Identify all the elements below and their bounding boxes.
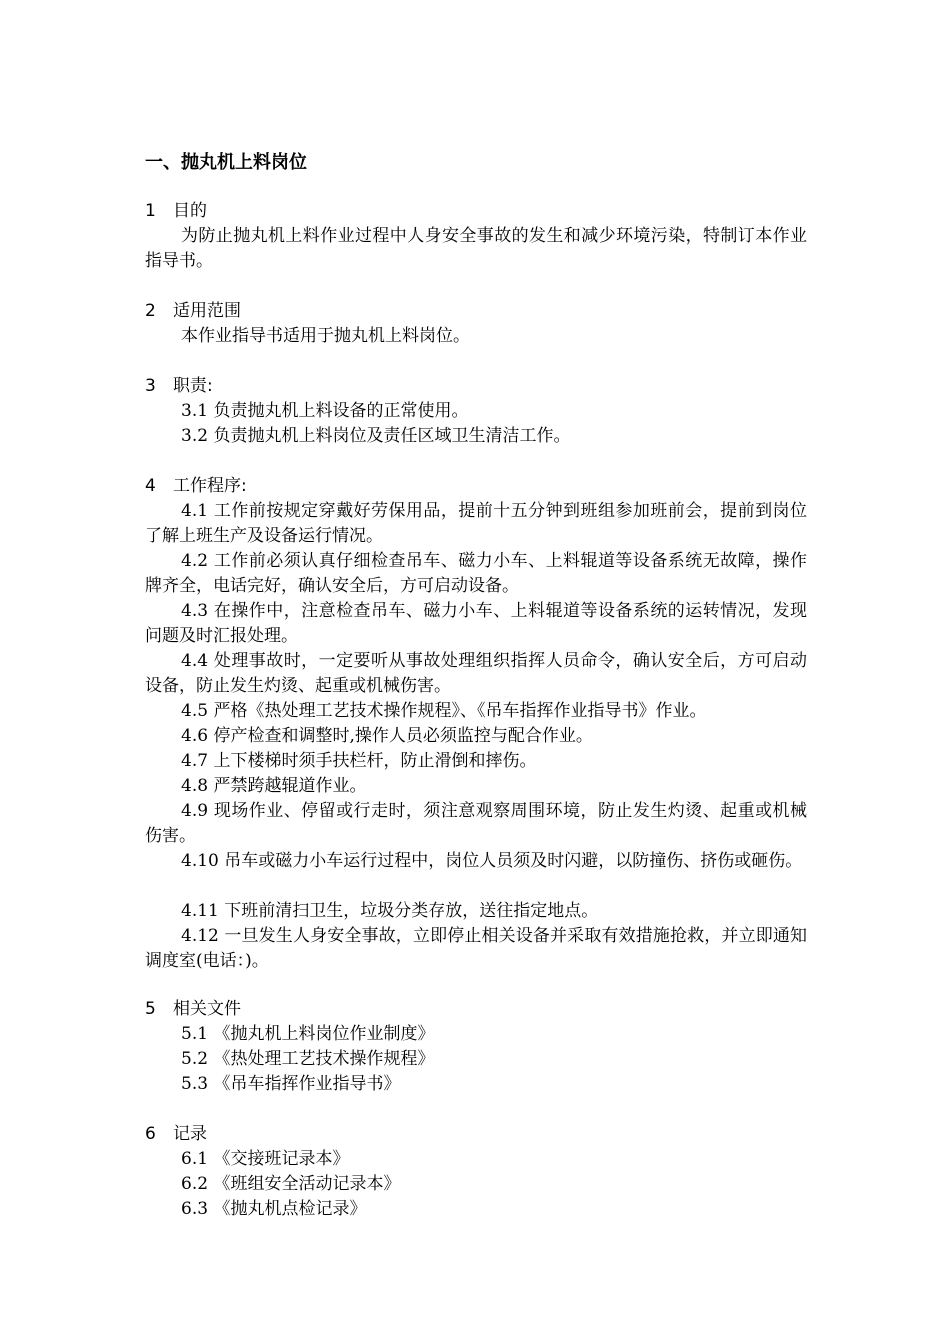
list-item: 6.3 《抛丸机点检记录》 — [181, 1199, 367, 1219]
section-heading-related-documents — [145, 997, 241, 1022]
procedure-step: 4.10 吊车或磁力小车运行过程中，岗位人员须及时闪避，以防撞伤、挤伤或砸伤。 — [181, 851, 803, 871]
section-title: 记录 — [173, 1124, 207, 1144]
section-number: 1 — [145, 201, 156, 221]
procedure-step: 4.12 一旦发生人身安全事故，立即停止相关设备并采取有效措施抢救，并立即通知调度室(电话：)。 — [145, 926, 807, 971]
section-title: 职责: — [173, 376, 213, 396]
section-title: 工作程序: — [173, 476, 247, 496]
procedure-step: 4.6 停产检查和调整时,操作人员必须监控与配合作业。 — [181, 726, 593, 746]
section-number: 4 — [145, 476, 156, 496]
section-heading-scope — [145, 299, 241, 324]
procedure-step: 4.7 上下楼梯时须手扶栏杆，防止滑倒和摔伤。 — [181, 751, 537, 771]
list-item: 5.3 《吊车指挥作业指导书》 — [181, 1074, 401, 1094]
section-number: 5 — [145, 999, 156, 1019]
list-item: 5.1 《抛丸机上料岗位作业制度》 — [181, 1024, 435, 1044]
procedure-step: 4.4 处理事故时，一定要听从事故处理组织指挥人员命令，确认安全后，方可启动设备，防止发生灼烫、起重或机械伤害。 — [145, 651, 807, 696]
list-item: 3.2 负责抛丸机上料岗位及责任区域卫生清洁工作。 — [181, 426, 571, 446]
section-title: 目的 — [173, 201, 207, 221]
document-title: 一、抛丸机上料岗位 — [145, 152, 307, 173]
section-heading-records — [145, 1122, 207, 1147]
procedure-step: 4.8 严禁跨越辊道作业。 — [181, 776, 367, 796]
procedure-step: 4.9 现场作业、停留或行走时，须注意观察周围环境，防止发生灼烫、起重或机械伤害。 — [145, 801, 807, 846]
list-item: 5.2 《热处理工艺技术操作规程》 — [181, 1049, 435, 1069]
section-body-purpose: 为防止抛丸机上料作业过程中人身安全事故的发生和减少环境污染，特制订本作业指导书。 — [145, 226, 807, 271]
procedure-step: 4.5 严格《热处理工艺技术操作规程》、《吊车指挥作业指导书》作业。 — [181, 701, 707, 721]
procedure-step: 4.2 工作前必须认真仔细检查吊车、磁力小车、上料辊道等设备系统无故障，操作牌齐全，电话完好，确认安全后，方可启动设备。 — [145, 551, 807, 596]
procedure-step: 4.11 下班前清扫卫生，垃圾分类存放，送往指定地点。 — [181, 901, 599, 921]
section-body-scope: 本作业指导书适用于抛丸机上料岗位。 — [181, 326, 470, 346]
list-item: 6.1 《交接班记录本》 — [181, 1149, 350, 1169]
list-item: 6.2 《班组安全活动记录本》 — [181, 1174, 401, 1194]
section-number: 2 — [145, 301, 156, 321]
section-heading-purpose — [145, 199, 207, 224]
section-number: 6 — [145, 1124, 156, 1144]
list-item: 3.1 负责抛丸机上料设备的正常使用。 — [181, 401, 469, 421]
section-title: 适用范围 — [173, 301, 241, 321]
section-heading-duties — [145, 374, 213, 399]
section-heading-procedure — [145, 474, 247, 499]
section-number: 3 — [145, 376, 156, 396]
procedure-step: 4.3 在操作中，注意检查吊车、磁力小车、上料辊道等设备系统的运转情况，发现问题及时汇报处理。 — [145, 601, 807, 646]
procedure-step: 4.1 工作前按规定穿戴好劳保用品，提前十五分钟到班组参加班前会，提前到岗位了解上班生产及设备运行情况。 — [145, 501, 807, 546]
section-title: 相关文件 — [173, 999, 241, 1019]
